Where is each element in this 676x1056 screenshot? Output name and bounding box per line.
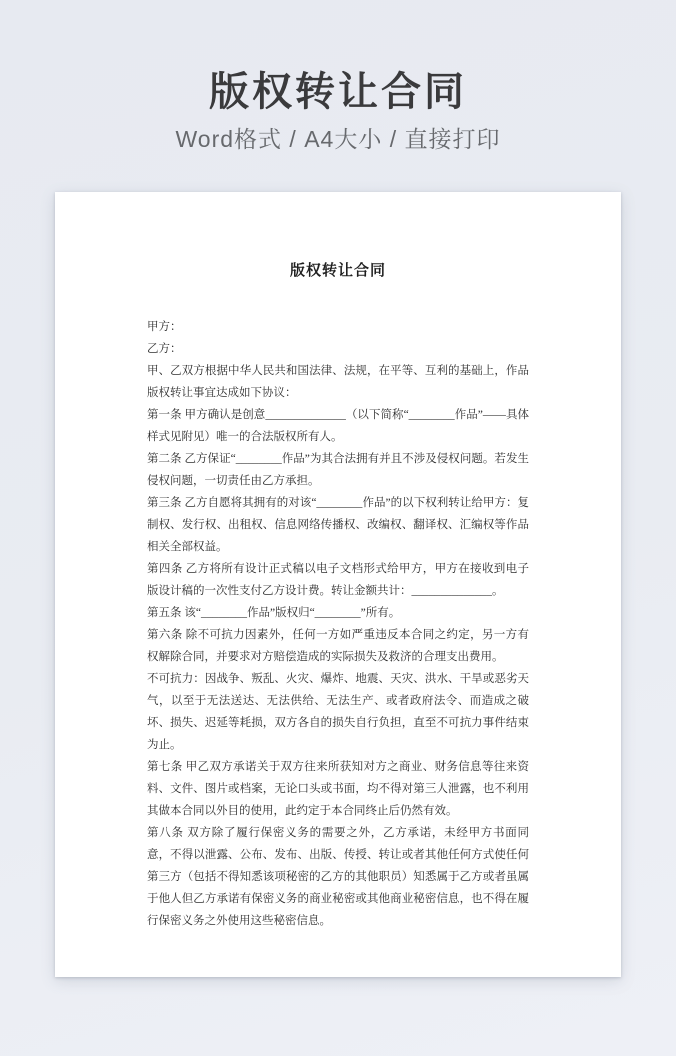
contract-paragraph: 乙方：	[147, 343, 182, 355]
document-body	[147, 316, 529, 932]
document-title: 版权转让合同	[289, 263, 386, 279]
contract-paragraph: 甲方：	[147, 321, 182, 333]
contract-paragraph: 不可抗力：因战争、叛乱、火灾、爆炸、地震、天灾、洪水、干旱或恶劣天气，以至于无法送达、无法供给、无法生产、或者政府法令、而造成之破坏、损失、迟延等耗损，双方各自的损失自行负担，直至不可抗力事件结束为止。	[147, 673, 529, 751]
contract-paragraph: 第一条 甲方确认是创意______________（以下简称“________作品”——具体样式见附见）唯一的合法版权所有人。	[147, 409, 529, 443]
contract-paragraph: 第四条 乙方将所有设计正式稿以电子文档形式给甲方，甲方在接收到电子版设计稿的一次性支付乙方设计费。转让金额共计：______________。	[147, 563, 529, 597]
header	[0, 0, 676, 151]
contract-paragraph: 第六条 除不可抗力因素外，任何一方如严重违反本合同之约定，另一方有权解除合同，并要求对方赔偿造成的实际损失及救济的合理支出费用。	[147, 629, 529, 663]
contract-paragraph: 第七条 甲乙双方承诺关于双方往来所获知对方之商业、财务信息等往来资料、文件、图片或档案，无论口头或书面，均不得对第三人泄露，也不利用其做本合同以外目的使用，此约定于本合同终止后仍然有效。	[147, 761, 529, 817]
contract-paragraph: 第五条 该“________作品”版权归“________”所有。	[147, 607, 401, 619]
document-page	[55, 192, 621, 977]
contract-paragraph: 第二条 乙方保证“________作品”为其合法拥有并且不涉及侵权问题。若发生侵权问题，一切责任由乙方承担。	[147, 453, 529, 487]
contract-paragraph: 第三条 乙方自愿将其拥有的对该“________作品”的以下权利转让给甲方：复制权、发行权、出租权、信息网络传播权、改编权、翻译权、汇编权等作品相关全部权益。	[147, 497, 529, 553]
page-title: 版权转让合同	[209, 70, 467, 114]
contract-paragraph: 甲、乙双方根据中华人民共和国法律、法规，在平等、互利的基础上，作品版权转让事宜达成如下协议：	[147, 365, 529, 399]
contract-paragraph: 第八条 双方除了履行保密义务的需要之外，乙方承诺，未经甲方书面同意，不得以泄露、公布、发布、出版、传授、转让或者其他任何方式使任何第三方（包括不得知悉该项秘密的乙方的其他职员）知悉属于乙方或者虽属于他人但乙方承诺有保密义务的商业秘密或其他商业秘密信息，也不得在履行保密义务之外使用这些秘密信息。	[147, 827, 529, 927]
page-subtitle: Word格式 / A4大小 / 直接打印	[175, 126, 501, 152]
